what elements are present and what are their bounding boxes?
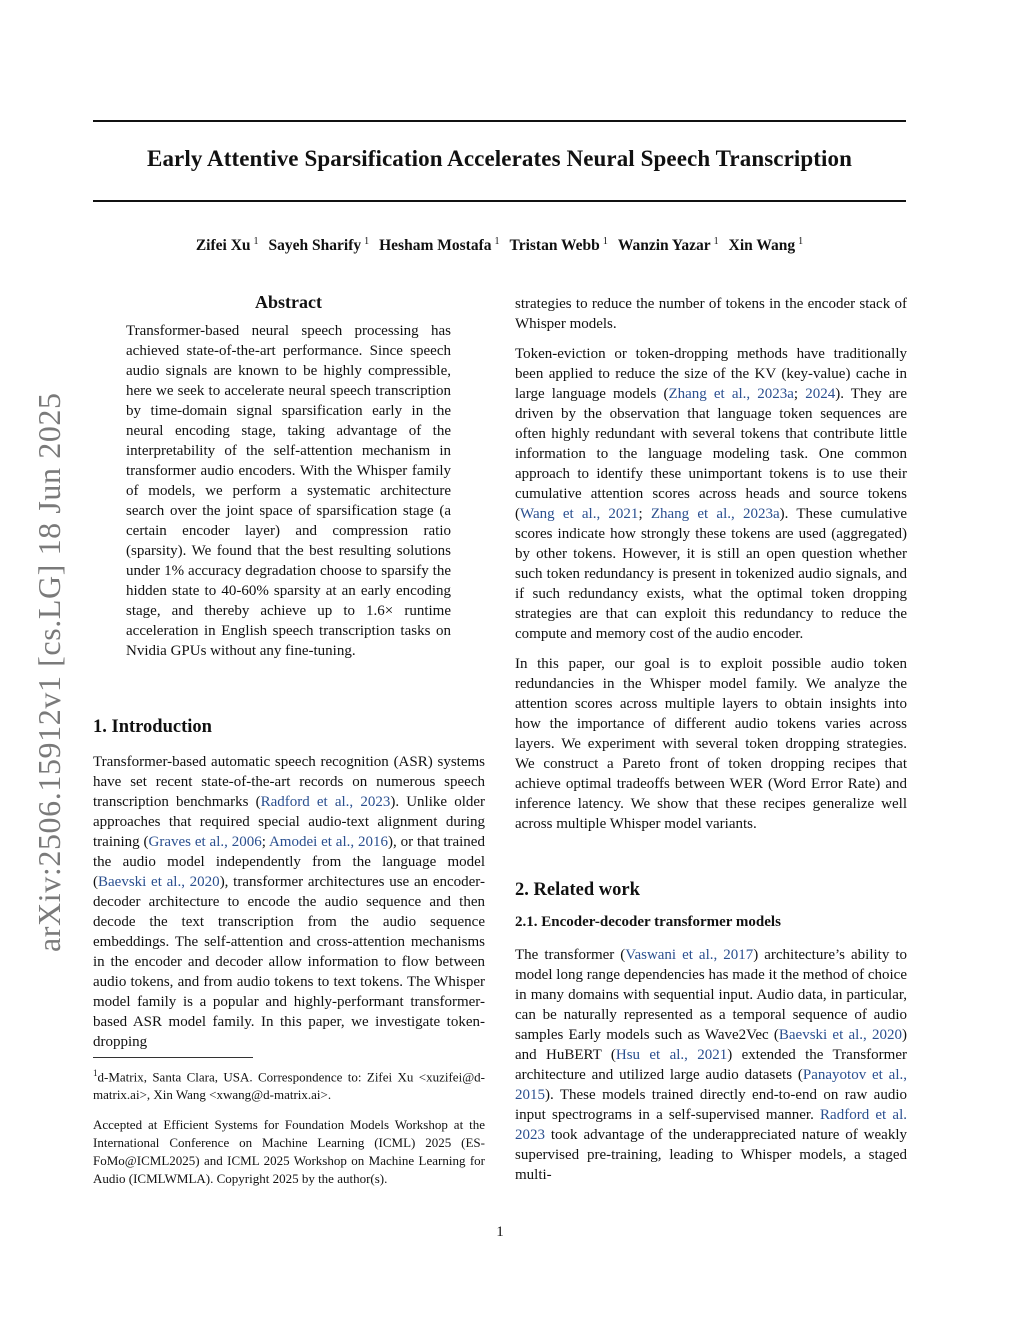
paragraph-text: ; — [638, 506, 651, 522]
citation-link[interactable]: Vaswani et al., 2017 — [625, 947, 754, 963]
author-name: Hesham Mostafa — [379, 237, 492, 255]
footnote — [93, 1064, 485, 1104]
citation-link[interactable]: Amodei et al., 2016 — [268, 834, 388, 850]
footnote-mark: 1 — [93, 1068, 98, 1078]
paragraph-text: ) and HuBERT ( — [515, 1027, 907, 1063]
related-work-paragraph — [515, 945, 907, 1185]
citation-link[interactable]: Baevski et al., 2020 — [778, 1027, 902, 1043]
right-paragraph-1 — [515, 344, 907, 644]
footnote-rule — [93, 1057, 253, 1058]
citation-link[interactable]: Graves et al., 2006 — [148, 834, 262, 850]
paragraph-text: Token-eviction or token-dropping methods have traditionally been applied to reduce the size of the KV (key-value) cache in large language models ( — [515, 346, 907, 402]
introduction-body — [93, 752, 485, 1062]
paragraph-text: Transformer-based automatic speech recognition (ASR) systems have set recent state-of-the-art records on numerous speech transcription benchmarks ( — [93, 754, 485, 810]
abstract-paragraph: Transformer-based neural speech processing has achieved state-of-the-art performance. Since speech audio signals are known to be highly compressible, here we seek to accelerate neural speech transcription by time-domain signal sparsification early in the neural encoding stage, taking advantage of the interpretability of the self-attention mechanism in transformer audio encoders. With the Whisper family of models, we perform a systematic architecture search over the joint space of sparsification stage (a certain encoder layer) and compression ratio (sparsity). We found that the best resulting solutions under 1% accuracy degradation choose to sparsify the hidden state to 40-60% sparsity at an early encoding stage, and thereby achieve up to 1.6× runtime acceleration in English speech transcription tasks on Nvidia GPUs without any fine-tuning. — [126, 323, 451, 659]
right-paragraph-0 — [515, 294, 907, 334]
citation-link[interactable]: Baevski et al., 2020 — [98, 874, 220, 890]
paragraph-text: ), transformer architectures use an encoder-decoder architecture to encode the audio sequence and then decode the text transcription from the audio sequence embeddings. The self-attention and cross-attention mechanisms in the encoder and decoder allow information to flow between audio tokens, and from audio tokens to text tokens. The Whisper model family is a popular and highly-performant transformer-based ASR model family. In this paper, we investigate token-dropping — [93, 874, 485, 1050]
introduction-paragraph — [93, 752, 485, 1052]
title-bottom-rule — [93, 200, 906, 202]
citation-link[interactable]: Zhang et al., 2023a — [650, 506, 780, 522]
author-list — [93, 236, 906, 255]
section-heading-related-work: 2. Related work — [515, 880, 640, 900]
accepted-note: Accepted at Efficient Systems for Foundation Models Workshop at the International Conference on Machine Learning (ICML) 2025 (ES-FoMo@ICML2025) and ICML 2025 Workshop on Machine Learning for Audio (ICMLWMLA). Copyright 2025 by the author(s). — [93, 1117, 485, 1186]
author — [379, 236, 499, 255]
author-affiliation-mark: 1 — [798, 236, 804, 247]
paragraph-text: ). These cumulative scores indicate how strongly these tokens are used (aggregated) by other tokens. However, it is still an open question whether such token redundancy is present in tokenized audio signals, and if such redundancy exists, what the optimal token dropping strategies are that can exploit this redundancy to reduce the compute and memory cost of the audio encoder. — [515, 506, 907, 642]
author-name: Zifei Xu — [195, 237, 251, 255]
paragraph-text: ). Unlike older approaches that required special audio-text alignment during training ( — [93, 794, 486, 850]
paragraph-text: took advantage of the underappreciated nature of weakly supervised pre-training, leading to Whisper models, a staged multi- — [515, 1127, 907, 1183]
paper-title: Early Attentive Sparsification Accelerates Neural Speech Transcription — [147, 146, 852, 171]
paragraph-text: The transformer ( — [515, 947, 626, 963]
author-affiliation-mark: 1 — [364, 236, 370, 247]
author — [510, 236, 608, 255]
author-name: Wanzin Yazar — [617, 237, 711, 255]
author — [196, 236, 259, 255]
citation-link[interactable]: Radford et al., 2023 — [260, 794, 391, 810]
author — [729, 236, 803, 255]
author-affiliation-mark: 1 — [494, 236, 500, 247]
citation-link[interactable]: Wang et al., 2021 — [520, 506, 639, 522]
author-affiliation-mark: 1 — [253, 236, 259, 247]
arxiv-stamp: arXiv:2506.15912v1 [cs.LG] 18 Jun 2025 — [31, 392, 67, 952]
author-name: Xin Wang — [728, 237, 796, 255]
paragraph-text: ), or that trained the audio model independently from the language model ( — [93, 834, 485, 890]
footnote-text: d-Matrix, Santa Clara, USA. Correspondence to: Zifei Xu <xuzifei@d-matrix.ai>, Xin Wang <xwang@d-matrix.ai>. — [93, 1069, 485, 1103]
citation-link[interactable]: Radford et al. 2023 — [515, 1107, 907, 1143]
author-name: Sayeh Sharify — [268, 237, 362, 255]
abstract-heading: Abstract — [255, 292, 322, 312]
paragraph-text: strategies to reduce the number of tokens in the encoder stack of Whisper models. — [515, 296, 907, 332]
author-affiliation-mark: 1 — [602, 236, 608, 247]
citation-link[interactable]: Hsu et al., 2021 — [615, 1047, 728, 1063]
right-paragraph-2 — [515, 654, 907, 834]
subsection-heading-encoder-decoder: 2.1. Encoder-decoder transformer models — [515, 914, 781, 930]
right-column-body — [515, 294, 907, 844]
paragraph-text: ). They are driven by the observation that language token sequences are often highly redundant with several tokens that contribute little information to the language modeling task. One common approach to identify these unimportant tokens is to use their cumulative attention scores across heads and source tokens ( — [515, 386, 908, 522]
paragraph-text: ; — [261, 834, 269, 850]
citation-link[interactable]: Panayotov et al., 2015 — [515, 1067, 907, 1103]
related-work-body — [515, 945, 907, 1195]
page-number: 1 — [496, 1224, 504, 1240]
section-heading-introduction: 1. Introduction — [93, 717, 212, 737]
paragraph-text: ). These models trained directly end-to-end on raw audio input spectrograms in a self-supervised manner. — [515, 1087, 907, 1123]
author-name: Tristan Webb — [509, 237, 600, 255]
top-rule — [93, 120, 906, 122]
abstract-text — [126, 321, 451, 671]
citation-link[interactable]: Zhang et al., 2023a — [668, 386, 794, 402]
paragraph-text: ) extended the Transformer architecture and utilized large audio datasets ( — [515, 1047, 907, 1083]
author-affiliation-mark: 1 — [713, 236, 719, 247]
paragraph-text: ; — [793, 386, 806, 402]
citation-link[interactable]: 2024 — [805, 386, 836, 402]
paragraph-text: In this paper, our goal is to exploit possible audio token redundancies in the Whisper model family. We analyze the attention scores across multiple layers to obtain insights into how the importance of different audio tokens varies across layers. We experiment with several token dropping strategies. We construct a Pareto front of token dropping recipes that achieve optimal tradeoffs between WER (Word Error Rate) and inference latency. We show that these recipes generalize well across multiple Whisper model variants. — [515, 656, 907, 832]
paragraph-text: ) architecture’s ability to model long range dependencies has made it the method of choice in many domains with sequential input. Audio data, in particular, can be naturally represented as a temporal sequence of audio samples Early models such as Wave2Vec ( — [515, 947, 907, 1043]
author — [618, 236, 719, 255]
author — [269, 236, 370, 255]
